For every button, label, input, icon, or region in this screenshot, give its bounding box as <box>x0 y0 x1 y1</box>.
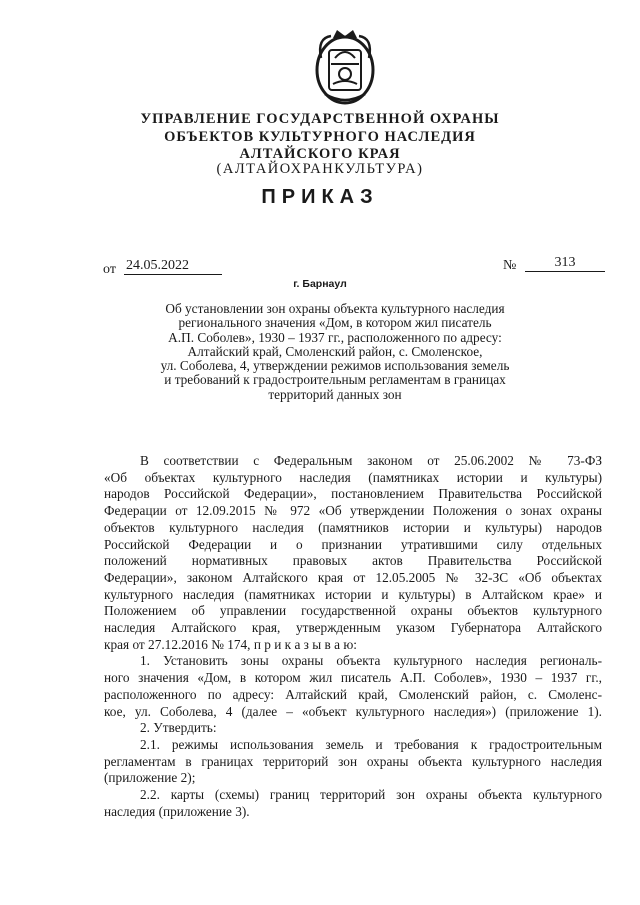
item-2-2-line: наследия (приложение 3). <box>104 803 250 819</box>
org-name-line-2: ОБЪЕКТОВ КУЛЬТУРНОГО НАСЛЕДИЯ <box>164 129 476 145</box>
item-1-line: кое, ул. Соболева, 4 (далее – «объект культурного наследия») (приложение 1). <box>104 703 602 719</box>
preamble-line: Положением об управлении государственной охраны объектов культурного <box>104 603 602 619</box>
date-label: от <box>103 262 116 277</box>
order-body <box>104 453 602 820</box>
number-label: № <box>503 258 517 273</box>
item-2-heading: 2. Утвердить: <box>140 720 217 736</box>
item-2-1-line: 2.1. режимы использования земель и требования к градостроительным <box>140 736 602 752</box>
subject-line: Об установлении зон охраны объекта культурного наследия <box>165 301 505 316</box>
preamble-line: народов Российской Федерации», постановлением Правительства Российской <box>104 486 602 502</box>
org-name-line-3: АЛТАЙСКОГО КРАЯ <box>239 146 401 162</box>
subject-line: А.П. Соболев», 1930 – 1937 гг., расположенного по адресу: <box>168 329 502 345</box>
subject-line: территорий данных зон <box>268 386 402 402</box>
preamble-line: края от 27.12.2016 № 174, п р и к а з ы в а ю: <box>104 636 357 652</box>
order-subject <box>120 302 550 402</box>
subject-line: Алтайский край, Смоленский район, с. Смоленское, <box>187 343 483 359</box>
item-2-1-line: (приложение 2); <box>104 770 196 786</box>
item-1-line: 1. Установить зоны охраны объекта культурного наследия региональ- <box>140 653 602 669</box>
preamble-line: Федерации», законом Алтайского края от 12.05.2005 № 32-ЗС «Об объектах <box>104 569 602 585</box>
subject-line: ул. Соболева, 4, утверждении режимов использования земель <box>160 358 510 374</box>
coat-of-arms-emblem <box>311 28 379 106</box>
preamble-line: положений нормативных правовых актов Правительства Российской <box>104 553 602 569</box>
item-1-line: расположенного по адресу: Алтайский край, Смоленский район, с. Смоленс- <box>104 686 602 702</box>
subject-line: регионального значения «Дом, в котором жил писатель <box>178 315 492 331</box>
item-2-2-line: 2.2. карты (схемы) границ территорий зон охраны объекта культурного <box>140 787 602 803</box>
org-short-name: (АЛТАЙОХРАНКУЛЬТУРА) <box>216 161 424 177</box>
org-name-line-1: УПРАВЛЕНИЕ ГОСУДАРСТВЕННОЙ ОХРАНЫ <box>140 111 500 127</box>
preamble-line: Российской Федерации и о признании утратившими силу отдельных <box>104 536 602 552</box>
document-title: ПРИКАЗ <box>261 186 379 208</box>
preamble-line: наследия Алтайского края, утвержденным указом Губернатора Алтайского <box>104 620 602 636</box>
item-1-line: ного значения «Дом, в котором жил писатель А.П. Соболев», 1930 – 1937 гг., <box>104 670 602 686</box>
item-2-1-line: регламентам в границах территорий зон охраны объекта культурного наследия <box>104 753 602 769</box>
subject-line: и требований к градостроительным регламентам в границах <box>164 372 506 388</box>
preamble-line: Федерации от 12.09.2015 № 972 «Об утверждении Положения о зонах охраны <box>104 503 602 519</box>
order-date: 24.05.2022 <box>124 258 222 275</box>
preamble-line: культурного наследия (памятниках истории и культуры) в Алтайском крае» и <box>104 586 602 602</box>
preamble-line: объектов культурного наследия (памятников истории и культуры) народов <box>104 519 602 535</box>
preamble-line: В соответствии с Федеральным законом от 25.06.2002 № 73-ФЗ <box>140 453 602 468</box>
city: г. Барнаул <box>293 278 347 290</box>
preamble-line: «Об объектах культурного наследия (памятниках истории и культуры) <box>104 469 602 485</box>
order-number: 313 <box>525 255 605 272</box>
